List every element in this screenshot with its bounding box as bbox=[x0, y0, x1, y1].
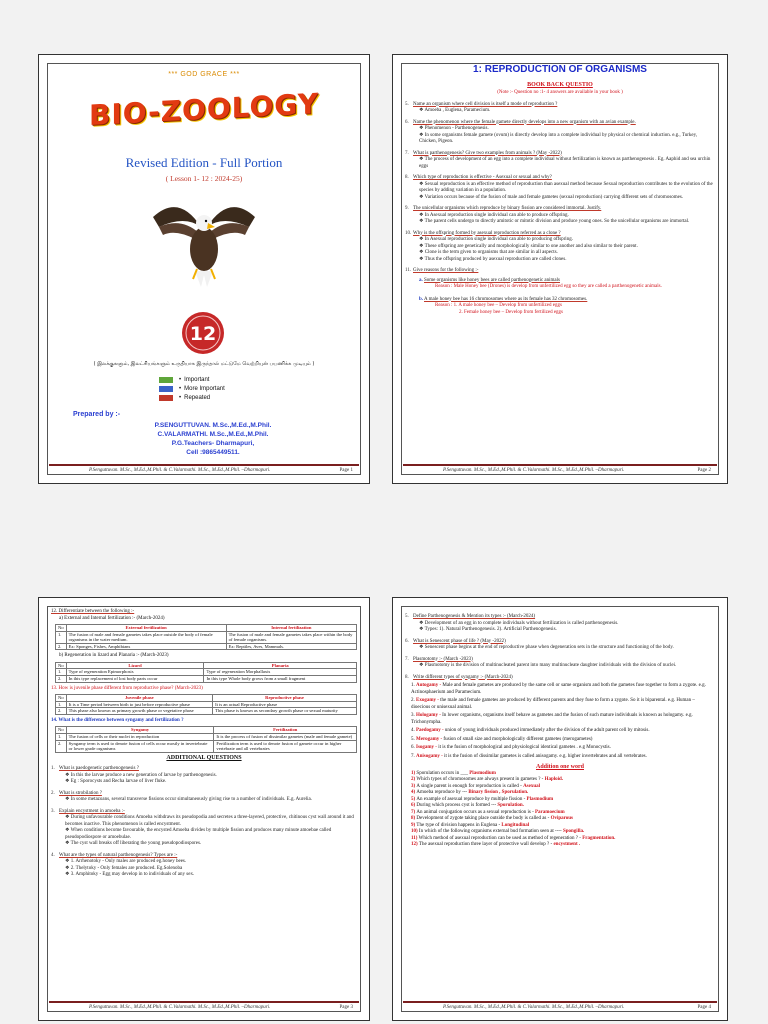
legend bbox=[159, 375, 225, 402]
edition-text: Revised Edition - Full Portion bbox=[125, 155, 283, 170]
answer-point: ❖ In some organisms female gamete (ovum) is directly develop into a complete individual by physical or chemical induction. e.g., Turkey, Chicken, Pigeon. bbox=[419, 132, 698, 144]
answer-point: ❖ Thus the offspring produced by asexual reproduction are called clones. bbox=[419, 256, 567, 262]
question-item bbox=[405, 120, 715, 146]
question-item bbox=[51, 809, 357, 848]
eagle-illustration bbox=[149, 187, 259, 297]
question-label: What is paedogenetic parthenogenesis ? bbox=[59, 766, 139, 772]
additional-questions-heading: ADDITIONAL QUESTIONS bbox=[166, 754, 242, 761]
question-label: What is strobilation ? bbox=[59, 790, 102, 796]
answer-point: ❖ Plasmotomy is the division of multinucleated parent into many multinucleate daughter individuals with the division of nuclei. bbox=[419, 663, 677, 668]
question-number: 1. bbox=[51, 766, 55, 772]
question-label: What is Senescent phase of life ? (May -2022) bbox=[413, 638, 506, 644]
page-4-content bbox=[405, 609, 715, 849]
syngamy-item bbox=[405, 683, 715, 696]
table-row bbox=[56, 740, 357, 752]
question-number: 10. bbox=[405, 230, 412, 236]
question-label: Explain encystment in amoeba :- bbox=[59, 808, 125, 814]
question-item bbox=[51, 766, 357, 786]
table-cell: It is the process of fusion of dissimilar gametes (male and female gamete) bbox=[214, 734, 357, 741]
q12a-heading: a) External and Internal fertilization :- (March-2024) bbox=[59, 615, 165, 621]
syngamy-number: 5. bbox=[411, 736, 416, 742]
answer-point: ❖ 2. Thelytoky - Only females are produced. Eg.Solenoba bbox=[65, 865, 183, 871]
table-header-cell: External fertilization bbox=[66, 625, 226, 632]
page-footer: P.Senguttuvan. M.Sc., M.Ed.,M.Phil. & C.Valarmathi. M.Sc., M.Ed.,M.Phil. –Dharmapuri. Page 3 bbox=[49, 1001, 359, 1011]
question-list bbox=[405, 102, 715, 275]
question-item bbox=[51, 791, 357, 804]
table-cell: 1. bbox=[56, 669, 67, 676]
table-header-row bbox=[56, 695, 357, 702]
syngamy-term: Hologamy - bbox=[416, 713, 443, 718]
syngamy-description: fusion of small size and morphologically different gametes (merogametes) bbox=[443, 736, 593, 742]
answer-point: ❖ Sexual reproduction is an effective method of reproduction than asexual method because Sexual reproduction contributes to the evolution of the species by adding variation in a population. bbox=[419, 181, 713, 193]
one-word-heading: Addition one word bbox=[535, 764, 584, 770]
question-item bbox=[405, 175, 715, 201]
answer-point: ❖ 3. Amphitoky - Egg may develop in to individuals of any sex. bbox=[65, 872, 195, 878]
table-cell: The fusion of male and female gametes takes place outside the body of female organisms in the water medium. bbox=[66, 631, 226, 643]
q12b-heading: b) Regeneration in lizard and Planaria :- (March-2023) bbox=[59, 653, 169, 659]
syngamy-description: it is the fusion of dissimilar gametes is called anisogamy. e.g. higher invertebrates and all vertebrates. bbox=[444, 753, 647, 759]
answer-point: ❖ Phenomenon - Parthenogenesis. bbox=[419, 126, 489, 131]
table-cell: The fusion of male and female gametes takes place within the body of female organisms. bbox=[226, 631, 356, 643]
question-label: Define Parthenogenesis & Mention its types :- (March-2024) bbox=[413, 614, 536, 619]
legend-swatch bbox=[159, 377, 173, 383]
table-row bbox=[56, 631, 357, 643]
one-word-question: In which of the following organisms external bud formation seen at ---- bbox=[418, 829, 563, 834]
answer-point: ❖ Amoeba , Euglena, Paramecium. bbox=[419, 108, 491, 113]
one-word-answer: Paramoecium bbox=[535, 809, 565, 815]
syngamy-description: it is the fusion of morphological and physiological identical gametes . e.g Monocystis. bbox=[438, 745, 611, 750]
table-row bbox=[56, 701, 357, 708]
syngamy-item bbox=[405, 713, 715, 726]
answer-point: ❖ In some metazoans, several transverse fissions occur simultaneously giving rise to a number of individuals. E.g. Aurelia. bbox=[65, 797, 312, 803]
question-number: 8. bbox=[405, 175, 409, 180]
answer-point: ❖ In Asexual reproduction single individual can able to producing offspring. bbox=[419, 237, 573, 242]
page-number: Page 3 bbox=[339, 1005, 353, 1010]
one-word-number: 2) bbox=[411, 777, 417, 782]
page-footer: P.Senguttuvan. M.Sc., M.Ed.,M.Phil. & C.Valarmathi. M.Sc., M.Ed.,M.Phil. –Dharmapuri. Page 4 bbox=[403, 1001, 717, 1011]
table-cell: This phase is known as secondary growth phase or sexual maturity bbox=[213, 708, 357, 715]
question-item bbox=[405, 206, 715, 226]
one-word-question: An example of asexual reproduce by multiple fission - bbox=[416, 796, 527, 802]
standard-badge bbox=[181, 311, 225, 355]
page-2-book-back bbox=[392, 54, 728, 484]
additional-question-list bbox=[51, 766, 357, 879]
one-word-answer: encystment . bbox=[553, 842, 581, 847]
table-header-row bbox=[56, 662, 357, 669]
answer-point: ❖ 1. Arrhenotoky - Only males are produced eg.honey bees. bbox=[65, 859, 187, 865]
one-word-number: 3) bbox=[411, 783, 417, 789]
syngamy-types-list bbox=[405, 683, 715, 760]
question-item bbox=[405, 657, 715, 670]
question-number: 11. bbox=[405, 268, 412, 273]
teacher-credits: P.SENGUTTUVAN. M.Sc.,M.Ed.,M.Phil. C.VALARMATHI. M.Sc.,M.Ed.,M.Phil. P.G.Teachers- Dharmapuri, Cell :9865449511. bbox=[154, 422, 272, 456]
table-header-cell: Juvenile phase bbox=[66, 695, 212, 702]
one-word-number: 7) bbox=[411, 809, 417, 815]
one-word-number: 6) bbox=[411, 803, 417, 808]
syngamy-term: Exogamy - bbox=[416, 698, 441, 703]
syngamy-description: the male and female gametes are produced by different parents and they fuse to form a zygote. So it is biparental. e.g. Human – dioecious or unisexual animal. bbox=[411, 698, 695, 710]
table-cell: Type of regeneration Epimorphosis bbox=[66, 669, 204, 676]
question-number: 8. bbox=[405, 674, 409, 680]
bio-zoology-title: BIO-ZOOLOGY bbox=[89, 86, 319, 133]
table-header-cell: No bbox=[56, 625, 67, 632]
syngamy-item bbox=[405, 698, 715, 711]
answer-point: ❖ The process of development of an egg into a complete individual without fertilization is known as parthenogenesis . Eg. Aaphid and sea urchin eggs bbox=[419, 157, 711, 169]
table-cell: 1. bbox=[56, 734, 67, 741]
one-word-question: During which process cyst is formed --- bbox=[416, 803, 498, 808]
chapter-title: 1: REPRODUCTION OF ORGANISMS bbox=[473, 64, 647, 75]
table-cell: Fertilization term is used to denote fusion of gamete occur in higher vertebrate and all vertebrates bbox=[214, 740, 357, 752]
prepared-by-label: Prepared by :- bbox=[73, 411, 121, 418]
question-text bbox=[405, 675, 715, 682]
table-cell: In this type replacement of lost body parts occur bbox=[66, 676, 204, 683]
one-word-number: 8) bbox=[411, 816, 417, 821]
question-number: 6. bbox=[405, 119, 409, 125]
table-row bbox=[56, 669, 357, 676]
syngamy-table bbox=[55, 726, 357, 752]
syngamy-number: 4. bbox=[411, 728, 416, 733]
answer-point: ❖ The cyst wall breaks off liberating the young pseudopodiospores. bbox=[65, 841, 202, 847]
question-number: 7. bbox=[405, 150, 409, 156]
question-number: 6. bbox=[405, 638, 409, 644]
one-word-question: An animal conjugation occurs as a sexual reproduction is - bbox=[416, 809, 535, 815]
one-word-question: A single parent is enough for reproduction is called - bbox=[416, 783, 524, 789]
syngamy-number: 7. bbox=[411, 753, 416, 759]
question-item bbox=[51, 853, 357, 879]
one-word-question: The asexual reproduction three layer of protective wall develop ? - bbox=[418, 842, 554, 847]
question-item bbox=[405, 102, 715, 115]
answer-point: ❖ Clone is the term given to organisms that are similar in all aspects. bbox=[419, 250, 558, 255]
page-footer: P.Senguttuvan. M.Sc., M.Ed.,M.Phil. & C.Valarmathi. M.Sc., M.Ed.,M.Phil. –Dharmapuri. Page 1 bbox=[49, 464, 359, 474]
syngamy-description: Male and female gametes are produced by the same cell or same organism and both the gametes fuse together to form a zygote. e.g. Actinosphaerium and Paramecium. bbox=[411, 683, 706, 695]
page-2-content bbox=[405, 65, 715, 316]
syngamy-description: union of young individuals produced immediately after the division of the adult parent cell by mitosis. bbox=[444, 728, 650, 733]
question-number: 4. bbox=[51, 852, 55, 858]
one-word-number: 5) bbox=[411, 796, 417, 802]
table-cell: This phase also known as primary growth phase or vegetative phase bbox=[66, 708, 212, 715]
page-4-more-questions bbox=[392, 597, 728, 1021]
answer-point: ❖ Development of an egg in to complete individuals without fertilization is called parthenogenesis. bbox=[419, 620, 619, 626]
god-grace-text: *** GOD GRACE *** bbox=[168, 71, 240, 78]
one-word-question: Which method of asexual reproduction can be used as method of regeneration ? - bbox=[418, 835, 583, 841]
table-header-cell: Syngamy bbox=[66, 727, 214, 734]
syngamy-number: 2. bbox=[411, 698, 416, 703]
question-item bbox=[405, 231, 715, 264]
table-header-cell: Internal fertilization bbox=[226, 625, 356, 632]
answer-point: ❖ The parent cells undergo to directly amitotic or mitotic division and produce young ones. So the unicellular organisms are immortal. bbox=[419, 219, 690, 224]
one-word-number: 9) bbox=[411, 822, 417, 828]
one-word-number: 4) bbox=[411, 790, 417, 795]
page-footer: P.Senguttuvan. M.Sc., M.Ed.,M.Phil. & C.Valarmathi. M.Sc., M.Ed.,M.Phil. –Dharmapuri. Page 2 bbox=[403, 464, 717, 474]
syngamy-term: Autogamy - bbox=[416, 683, 443, 688]
table-header-cell: Reproductive phase bbox=[213, 695, 357, 702]
table-header-cell: No bbox=[56, 662, 67, 669]
table-header-row bbox=[56, 727, 357, 734]
table-cell: 2. bbox=[56, 740, 67, 752]
legend-swatch bbox=[159, 386, 173, 392]
syngamy-item bbox=[405, 745, 715, 752]
one-word-answer: Fragmentation. bbox=[582, 835, 616, 841]
one-word-answer: Plasmodium bbox=[526, 796, 554, 802]
reason-b: b. A male honey bee has 16 chromosomes where as its female has 32 chromosomes. Reason : 1. A male honey bee – Develop from unfertilized eggs 2. Female honey bee – Develop from fertilized eggs bbox=[419, 296, 588, 315]
regeneration-table bbox=[55, 662, 357, 683]
book-back-heading: BOOK BACK QUESTIO bbox=[527, 81, 593, 88]
answer-point: ❖ Types: 1). Natural Parthenogenesis. 2). Artificial Parthenogenesis. bbox=[419, 627, 557, 632]
page-number: Page 2 bbox=[697, 468, 711, 473]
note-text: (Note :- Question no :1- 4 answers are available in your book ) bbox=[497, 90, 623, 95]
question-label: What is parthenogenesis? Give two examples from animals ? (May -2022) bbox=[413, 150, 562, 156]
syngamy-item bbox=[405, 728, 715, 735]
table-header-row bbox=[56, 625, 357, 632]
one-word-question: Development of zygote taking place outside the body is called as - bbox=[416, 816, 551, 821]
table-header-cell: No bbox=[56, 727, 67, 734]
table-cell: It is a Time period between birth to just before reproductive phase bbox=[66, 701, 212, 708]
table-cell: The fusion of cells or their nuclei in reproduction bbox=[66, 734, 214, 741]
syngamy-number: 3. bbox=[411, 713, 416, 718]
question-text bbox=[405, 268, 715, 275]
table-cell: Ex: Sponges, Fishes, Amphibians bbox=[66, 643, 226, 650]
answer-point: ❖ In Asexual reproduction single individual can able to produce offspring. bbox=[419, 212, 569, 218]
phase-table bbox=[55, 694, 357, 715]
legend-swatch bbox=[159, 395, 173, 401]
q12-heading: 12. Differentiate between the following :- bbox=[51, 609, 135, 614]
question-list bbox=[405, 614, 715, 681]
table-row bbox=[56, 734, 357, 741]
table-cell: It is an actual Reproductive phase bbox=[213, 701, 357, 708]
one-word-question: Sporulation occurs in ___ bbox=[416, 770, 470, 776]
question-label: The unicellular organisms which reproduce by binary fission are considered immortal. Justify. bbox=[413, 206, 602, 211]
table-cell: Type of regeneration Morphallaxis bbox=[204, 669, 357, 676]
syngamy-term: Isogamy - bbox=[416, 745, 439, 750]
page-1-cover bbox=[38, 54, 370, 484]
question-label: Why is the offspring formed by asexual reproduction referred as a clone ? bbox=[413, 230, 561, 236]
question-item bbox=[405, 268, 715, 275]
tamil-quote: ( இலக்குகளும், இலட்சியங்களும் உருதியாக இருந்தால் மட்டுமே வெற்றியுன் பயணிக்க முடியும் ) bbox=[93, 361, 315, 367]
syngamy-term: Anisogamy - bbox=[416, 753, 445, 759]
one-word-answer: Haploid. bbox=[544, 777, 564, 782]
question-label: Name the phenomenon where the female gamete directly develops into a new organism with an avian example. bbox=[413, 119, 636, 125]
table-cell: 1. bbox=[56, 701, 67, 708]
question-item bbox=[405, 614, 715, 634]
table-row bbox=[56, 643, 357, 650]
table-row bbox=[56, 676, 357, 683]
one-word-answer: Asexual bbox=[523, 783, 541, 789]
question-number: 3. bbox=[51, 808, 55, 814]
question-number: 5. bbox=[405, 614, 409, 619]
table-cell: 2. bbox=[56, 643, 67, 650]
table-cell: Ex: Reptiles, Aves, Mammals. bbox=[226, 643, 356, 650]
table-header-cell: Lizard bbox=[66, 662, 204, 669]
one-word-number: 10) bbox=[411, 829, 419, 834]
table-cell: 2. bbox=[56, 676, 67, 683]
question-number: 2. bbox=[51, 790, 55, 796]
table-row bbox=[56, 708, 357, 715]
one-word-number: 12) bbox=[411, 842, 419, 847]
one-word-answer: Spongilla. bbox=[562, 829, 585, 834]
q13-heading: 13. How is juvenile phase different from reproductive phase? (March-2023) bbox=[51, 685, 203, 691]
question-label: Plasmotomy :- (March -2023) bbox=[413, 656, 473, 662]
table-header-cell: Fertilization bbox=[214, 727, 357, 734]
question-number: 7. bbox=[405, 656, 409, 662]
one-word-answer: Binary fission , Sporulation. bbox=[468, 790, 529, 795]
question-number: 9. bbox=[405, 206, 409, 211]
reason-a: a. Some organisms like honey bees are called parthenogenetic animals Reason : Male Honey bee (Drones) is develop from unfertilized egg so they are called a parthenogenetic animals. bbox=[419, 277, 662, 289]
one-word-answer: Sporulation. bbox=[497, 803, 524, 808]
table-header-cell: Planaria bbox=[204, 662, 357, 669]
syngamy-item bbox=[405, 754, 715, 761]
question-label: Which type of reproduction is effective - Asexual or sexual and why? bbox=[413, 175, 552, 180]
question-item bbox=[405, 151, 715, 171]
table-cell: In this type Whole body grows from a small fragment bbox=[204, 676, 357, 683]
one-word-item bbox=[405, 842, 715, 849]
one-word-number: 1) bbox=[411, 770, 417, 776]
page-number: Page 1 bbox=[339, 468, 353, 473]
question-item bbox=[405, 639, 715, 652]
fertilization-table bbox=[55, 624, 357, 650]
answer-point: ❖ During unfavourable conditions Amoeba withdraws its pseudopodia and secretes a three-layered, protective, chitinous cyst wall around it and becomes inactive. This phenomenon is called encystment. bbox=[65, 815, 354, 827]
question-label: What are the types of natural parthenogenesis? Types are :- bbox=[59, 852, 178, 858]
table-header-cell: No bbox=[56, 695, 67, 702]
one-word-list bbox=[405, 771, 715, 849]
one-word-question: The type of division happens in Euglena - bbox=[416, 822, 502, 828]
table-cell: 1. bbox=[56, 631, 67, 643]
standard-number: 12 bbox=[189, 323, 217, 345]
one-word-number: 11) bbox=[411, 835, 419, 841]
one-word-answer: Longitudinal bbox=[501, 822, 530, 828]
answer-point: ❖ Eg : Sporocysts and Recha larvae of liver fluke. bbox=[65, 779, 167, 785]
answer-point: ❖ Senescent phase begins at the end of reproductive phase when degeneration sets in the structure and functioning of the body. bbox=[419, 645, 674, 650]
page-number: Page 4 bbox=[697, 1005, 711, 1010]
syngamy-number: 6. bbox=[411, 745, 416, 750]
answer-point: ❖ Variation occurs because of the fusion of male and female gametes (sexual reproduction) carrying different sets of chromosomes. bbox=[419, 194, 684, 200]
table-cell: 2. bbox=[56, 708, 67, 715]
legend-item-more-important: • More Important bbox=[159, 384, 225, 393]
question-label: Give reasons for the following :- bbox=[413, 268, 479, 273]
answer-point: ❖ When conditions become favourable, the encysted Amoeba divides by multiple fission and produces many minute amoebae called pseudopodiospore or amoebulae. bbox=[65, 828, 332, 840]
one-word-question: Which types of chromosomes are always present in gametes ? - bbox=[416, 777, 545, 782]
q14-heading: 14. What is the difference between syngamy and fertilization ? bbox=[51, 717, 184, 723]
one-word-question: Amoeba reproduce by --- bbox=[416, 790, 469, 795]
syngamy-term: Paedogamy - bbox=[416, 728, 445, 733]
syngamy-term: Merogamy - bbox=[416, 736, 444, 742]
legend-item-important: • Important bbox=[159, 375, 225, 384]
question-number: 5. bbox=[405, 101, 409, 107]
page-3-differences bbox=[38, 597, 370, 1021]
one-word-answer: Plasmodium bbox=[469, 770, 496, 776]
syngamy-number: 1. bbox=[411, 683, 416, 688]
question-item bbox=[405, 675, 715, 682]
answer-point: ❖ These offspring are genetically and morphologically similar to one another and also similar to their parent. bbox=[419, 243, 638, 249]
table-cell: Syngamy term is used to denote fusion of cells occur mostly in invertebrate or lower grade organisms bbox=[66, 740, 214, 752]
one-word-answer: Oviparous bbox=[550, 816, 573, 821]
syngamy-item bbox=[405, 737, 715, 744]
answer-point: ❖ In this the larvae produce a new generation of larvae by parthenogenesis. bbox=[65, 772, 217, 778]
question-label: Write different types of syngamy :- (March-2024) bbox=[413, 674, 513, 680]
page-3-content bbox=[51, 609, 357, 879]
legend-item-repeated: • Repeated bbox=[159, 393, 225, 402]
lesson-range: ( Lesson 1- 12 : 2024-25) bbox=[165, 174, 243, 183]
syngamy-description: In lower organisms, organisms itself behave as gametes and the fusion of such mature individuals is known as hologamy. e.g. Trichonympha. bbox=[411, 713, 693, 725]
question-label: Name an organism where cell division is itself a mode of reproduction ? bbox=[413, 101, 558, 107]
